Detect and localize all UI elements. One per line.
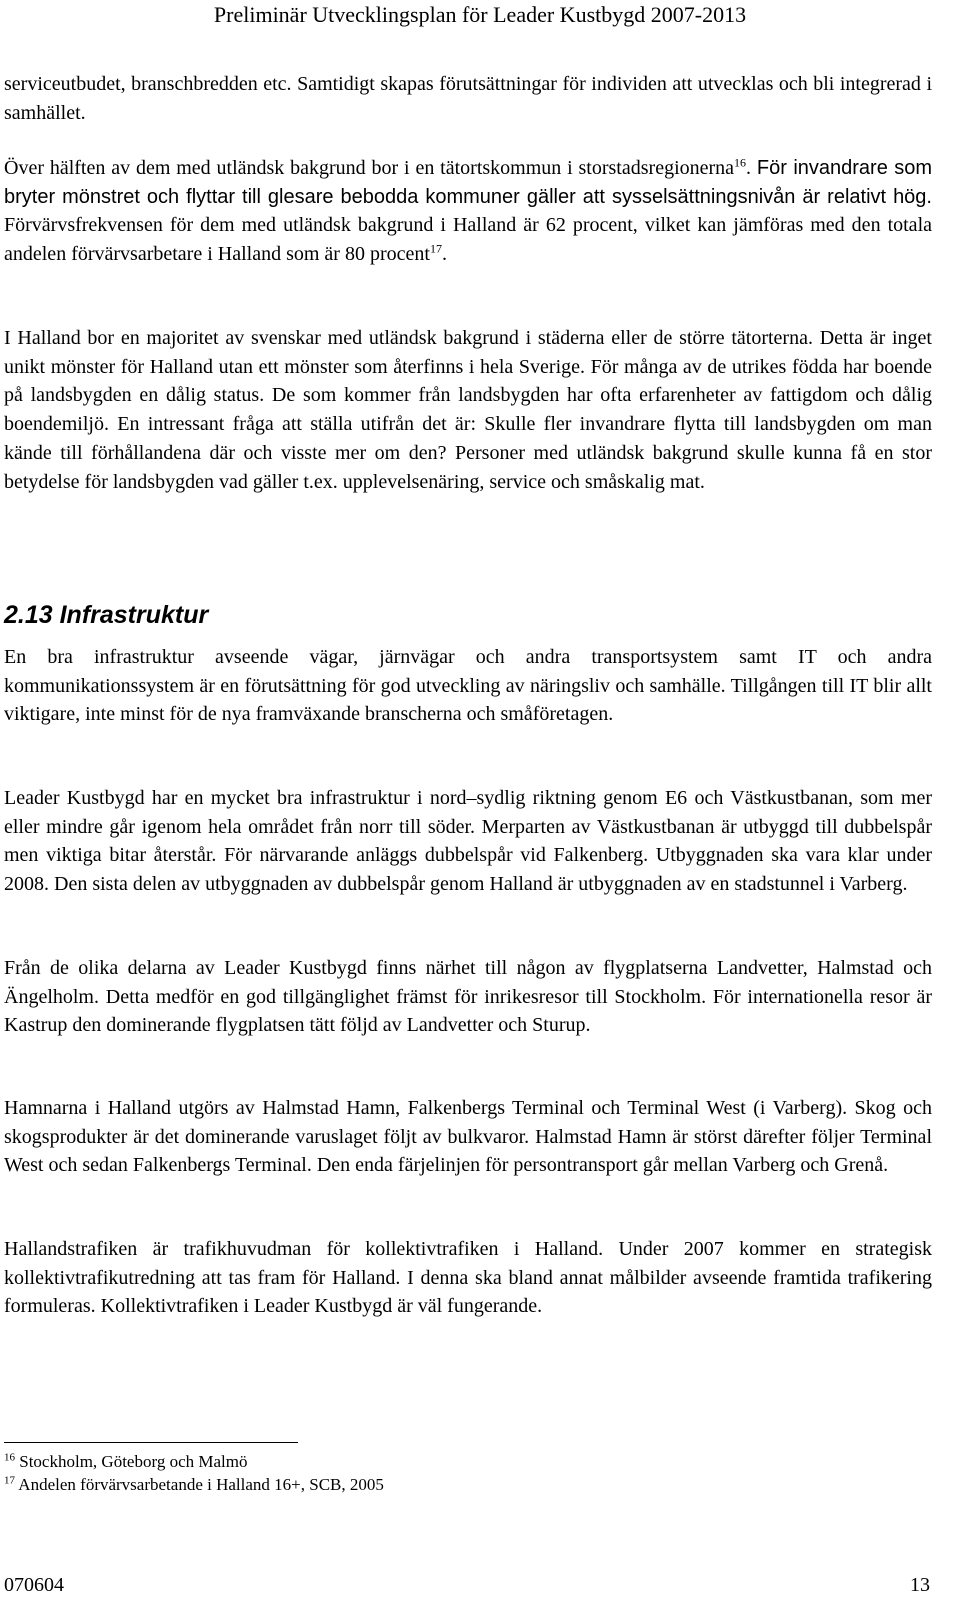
paragraph-text: Förvärvsfrekvensen för dem med utländsk bakgrund i Halland är 62 procent, vilket kan jämföras med den totala andelen förvärvsarbetare i Halland som är 80 procent bbox=[4, 214, 932, 266]
footnote-text: Andelen förvärvsarbetande i Halland 16+, SCB, 2005 bbox=[15, 1475, 384, 1494]
section-heading: 2.13 Infrastruktur bbox=[4, 601, 209, 629]
paragraph-public-transport: Hallandstrafiken är trafikhuvudman för kollektivtrafiken i Halland. Under 2007 kommer en strategisk kollektivtrafikutredning att tas fram för Halland. I denna ska bland annat målbilder avseende framtida trafikering formuleras. Kollektivtrafiken i Leader Kustbygd är väl fungerande. bbox=[4, 1238, 932, 1318]
page-footer bbox=[4, 1574, 930, 1597]
paragraph-airports: Från de olika delarna av Leader Kustbygd finns närhet till någon av flygplatserna Landvetter, Halmstad och Ängelholm. Detta medför en god tillgänglighet främst för inrikesresor till Stockholm. För internationella resor är Kastrup den dominerande flygplatsen tätt följd av Landvetter och Sturup. bbox=[4, 957, 932, 1037]
paragraph-intro: serviceutbudet, branschbredden etc. Samtidigt skapas förutsättningar för individen att utvecklas och bli integrerad i samhället. bbox=[4, 73, 932, 124]
paragraph-text: Över hälften av dem med utländsk bakgrund bor i en tätortskommun i storstadsregionerna bbox=[4, 157, 735, 179]
page-number: 13 bbox=[910, 1574, 930, 1596]
footnotes bbox=[4, 1450, 384, 1496]
paragraph-railway: Leader Kustbygd har en mycket bra infrastruktur i nord–sydlig riktning genom E6 och Västkustbanan, som mer eller mindre går igenom hela området från norr till söder. Merparten av Västkustbanan är utbyggd till dubbelspår men viktiga bitar återstår. För närvarande anläggs dubbelspår vid Falkenberg. Utbyggnaden ska vara klar under 2008. Den sista delen av utbyggnaden av dubbelspår genom Halland är utbyggnaden av en stadstunnel i Varberg. bbox=[4, 787, 932, 896]
footnote-17 bbox=[4, 1473, 384, 1496]
footnote-ref-17[interactable]: 17 bbox=[429, 241, 442, 256]
paragraph-halland-cities: I Halland bor en majoritet av svenskar med utländsk bakgrund i städerna eller de större tätorterna. Detta är inget unikt mönster för Halland utan ett mönster som återfinns i hela Sverige. För många av de utrikes födda har boende på landsbygden en dålig status. De som kommer från landsbygden har ofta erfarenheter av fattigdom och dålig boendemiljö. En intressant fråga att ställa utifrån det är: Skulle fler invandrare flytta till landsbygden om man kände till förhållandena där och visste mer om den? Personer med utländsk bakgrund skulle kunna få en stor betydelse för landsbygden vad gäller t.ex. upplevelsenäring, service och småskalig mat. bbox=[4, 327, 932, 493]
footnote-number: 17 bbox=[4, 1474, 15, 1487]
paragraph-text: . bbox=[441, 243, 447, 266]
paragraph-text: . bbox=[746, 157, 757, 179]
footer-date: 070604 bbox=[4, 1574, 64, 1596]
page-header: Preliminär Utvecklingsplan för Leader Kustbygd 2007-2013 bbox=[213, 2, 747, 27]
paragraph-infrastructure: En bra infrastruktur avseende vägar, järnvägar och andra transportsystem samt IT och andra kommunikationssystem är en förutsättning för god utveckling av näringsliv och samhälle. Tillgången till IT blir allt viktigare, inte minst för de nya framväxande branscherna och småföretagen. bbox=[4, 646, 932, 726]
footnote-ref-16[interactable]: 16 bbox=[734, 155, 747, 170]
footnote-text: Stockholm, Göteborg och Malmö bbox=[15, 1452, 248, 1471]
paragraph-foreign-background bbox=[4, 154, 932, 269]
footnote-divider bbox=[4, 1442, 298, 1443]
footnote-number: 16 bbox=[4, 1451, 15, 1464]
paragraph-text-sans: För invandrare som bryter mönstret och flyttar till glesare bebodda kommuner gäller att sysselsättningsnivån är relativt hög. bbox=[4, 157, 933, 208]
footnote-16 bbox=[4, 1450, 384, 1473]
paragraph-ports: Hamnarna i Halland utgörs av Halmstad Hamn, Falkenbergs Terminal och Terminal West (i Varberg). Skog och skogsprodukter är det dominerande varuslaget följt av bulkvaror. Halmstad Hamn är störst därefter följer Terminal West och sedan Falkenbergs Terminal. Den enda färjelinjen för persontransport går mellan Varberg och Grenå. bbox=[4, 1097, 932, 1177]
